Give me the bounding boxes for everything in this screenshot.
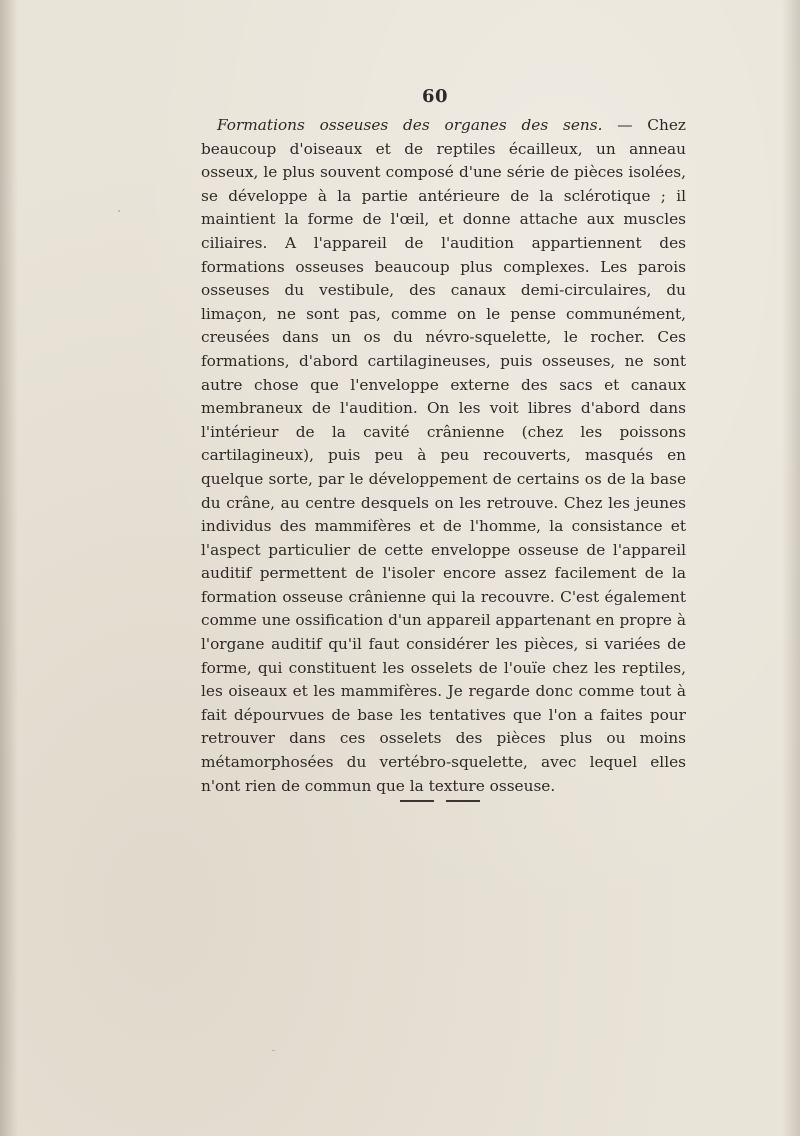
page-number: 60	[421, 86, 449, 107]
body-paragraph	[201, 114, 686, 798]
page-edge-left	[0, 0, 18, 1136]
paper-speck	[272, 1050, 275, 1051]
paragraph-text: — Chez beaucoup d'oiseaux et de reptiles écailleux, un anneau osseux, le plus souvent composé d'une série de pièces isolées, se développe à la partie antérieure de la sclérotique ; il maintient la forme de l'œil, et donne attache aux muscles ciliaires. A l'appareil de l'audition appartiennent des formations osseuses beaucoup plus complexes. Les parois osseuses du vestibule, des canaux demi-circulaires, du limaçon, ne sont pas, comme on le pense communément, creusées dans un os du névro-squelette, le rocher. Ces formations, d'abord cartilagineuses, puis osseuses, ne sont autre chose que l'enveloppe externe des sacs et canaux membraneux de l'audition. On les voit libres d'abord dans l'intérieur de la cavité crânienne (chez les poissons cartilagineux), puis peu à peu recouverts, masqués en quelque sorte, par le développement de certains os de la base du crâne, au centre desquels on les retrouve. Chez les jeunes individus des mammifères et de l'homme, la consistance et l'aspect particulier de cette enveloppe osseuse de l'appareil auditif permettent de l'isoler encore assez facilement de la formation osseuse crânienne qui la recouvre. C'est également comme une ossification d'un appareil appartenant en propre à l'organe auditif qu'il faut considérer les pièces, si variées de forme, qui constituent les osselets de l'ouïe chez les reptiles, les oiseaux et les mammifères. Je regarde donc comme tout à fait dépourvues de base les tentatives que l'on a faites pour retrouver dans ces osselets des pièces plus ou moins métamorphosées du vertébro-squelette, avec lequel elles n'ont rien de commun que la texture osseuse.	[201, 116, 686, 795]
end-rule	[400, 800, 480, 804]
section-title: Formations osseuses des organes des sens.	[217, 116, 603, 134]
end-rule-right	[446, 800, 480, 802]
paper-speck	[118, 210, 120, 212]
end-rule-left	[400, 800, 434, 802]
paper-speck	[655, 760, 657, 762]
paper-speck	[430, 640, 432, 642]
page-edge-right	[782, 0, 800, 1136]
